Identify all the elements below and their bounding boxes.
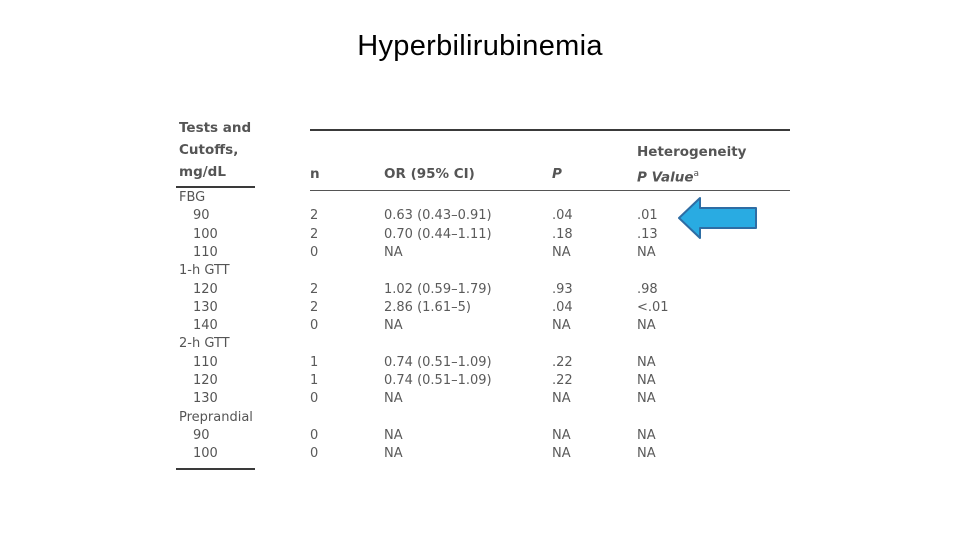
table-cell-n: 2 [310, 226, 319, 242]
table-cell-n: 1 [310, 373, 319, 388]
left-header-rule [176, 186, 255, 188]
header-tests-line1: Tests and [179, 120, 252, 136]
table-cell-n: 0 [310, 318, 319, 334]
table-cell-n: 2 [310, 299, 319, 315]
table-cell-n: 2 [310, 281, 319, 297]
table-cell-p: .22 [552, 373, 573, 388]
left-bottom-rule [176, 468, 255, 470]
table-cell-or: NA [384, 446, 403, 462]
table-top-rule [310, 129, 790, 131]
table-cell-or: 0.70 (0.44–1.11) [384, 226, 492, 242]
table-cell-or: 2.86 (1.61–5) [384, 299, 471, 315]
table-cell-heterogeneity: .01 [637, 208, 658, 224]
header-het-line1: Heterogeneity [637, 144, 747, 160]
header-tests-line3: mg/dL [179, 164, 226, 180]
table-cell-or: 0.74 (0.51–1.09) [384, 373, 492, 388]
table-cell-or: NA [384, 318, 403, 334]
table-cell-or: NA [384, 391, 403, 407]
table-cell-heterogeneity: NA [637, 244, 656, 260]
table-group-label: FBG [179, 190, 206, 205]
table-cell-p: NA [552, 318, 571, 334]
table-cell-p: NA [552, 244, 571, 260]
table-row-label: 140 [193, 318, 218, 334]
table-row-label: 110 [193, 244, 218, 260]
table-cell-p: NA [552, 427, 571, 443]
table-cell-n: 0 [310, 446, 319, 462]
table-cell-p: .22 [552, 354, 573, 370]
table-cell-heterogeneity: <.01 [637, 299, 669, 315]
slide-title: Hyperbilirubinemia [357, 30, 603, 62]
table-cell-n: 0 [310, 427, 319, 443]
table-row-label: 90 [193, 427, 210, 443]
header-bottom-rule [310, 190, 790, 191]
table-row-label: 110 [193, 354, 218, 370]
header-or: OR (95% CI) [384, 166, 475, 182]
table-cell-p: NA [552, 391, 571, 407]
table-row-label: 130 [193, 391, 218, 407]
table-cell-p: .93 [552, 281, 573, 297]
table-cell-p: NA [552, 446, 571, 462]
table-cell-or: 1.02 (0.59–1.79) [384, 281, 492, 297]
header-tests-cutoffs [179, 117, 251, 183]
table-cell-heterogeneity: .13 [637, 226, 658, 242]
table-cell-p: .04 [552, 299, 573, 315]
table-cell-n: 2 [310, 208, 319, 224]
table-row-label: 120 [193, 373, 218, 388]
left-arrow-icon [678, 196, 760, 240]
table-cell-n: 0 [310, 244, 319, 260]
table-row-label: 90 [193, 208, 210, 224]
header-het-superscript: a [693, 169, 700, 179]
table-cell-heterogeneity: NA [637, 391, 656, 407]
table-cell-or: NA [384, 427, 403, 443]
table-cell-or: 0.74 (0.51–1.09) [384, 354, 492, 370]
header-het-pvalue-text: P Value [637, 169, 694, 186]
header-n: n [310, 166, 320, 182]
table-group-label: 2-h GTT [179, 336, 230, 352]
table-group-label: 1-h GTT [179, 263, 230, 279]
table-cell-p: .18 [552, 226, 573, 242]
table-cell-n: 1 [310, 354, 319, 370]
table-row-label: 100 [193, 226, 218, 242]
table-cell-n: 0 [310, 391, 319, 407]
table-row-label: 120 [193, 281, 218, 297]
header-p: P [552, 166, 562, 182]
header-tests-line2: Cutoffs, [179, 142, 239, 158]
table-row-label: 100 [193, 446, 218, 462]
table-cell-or: 0.63 (0.43–0.91) [384, 208, 492, 224]
header-het-line2 [637, 163, 746, 189]
table-group-label: Preprandial [179, 409, 253, 425]
table-cell-p: .04 [552, 208, 573, 224]
table-cell-heterogeneity: NA [637, 373, 656, 388]
table-cell-heterogeneity: NA [637, 427, 656, 443]
table-cell-or: NA [384, 244, 403, 260]
table-cell-heterogeneity: NA [637, 354, 656, 370]
table-cell-heterogeneity: NA [637, 318, 656, 334]
table-row-label: 130 [193, 299, 218, 315]
table-cell-heterogeneity: NA [637, 446, 656, 462]
header-heterogeneity [637, 141, 746, 189]
table-cell-heterogeneity: .98 [637, 281, 658, 297]
